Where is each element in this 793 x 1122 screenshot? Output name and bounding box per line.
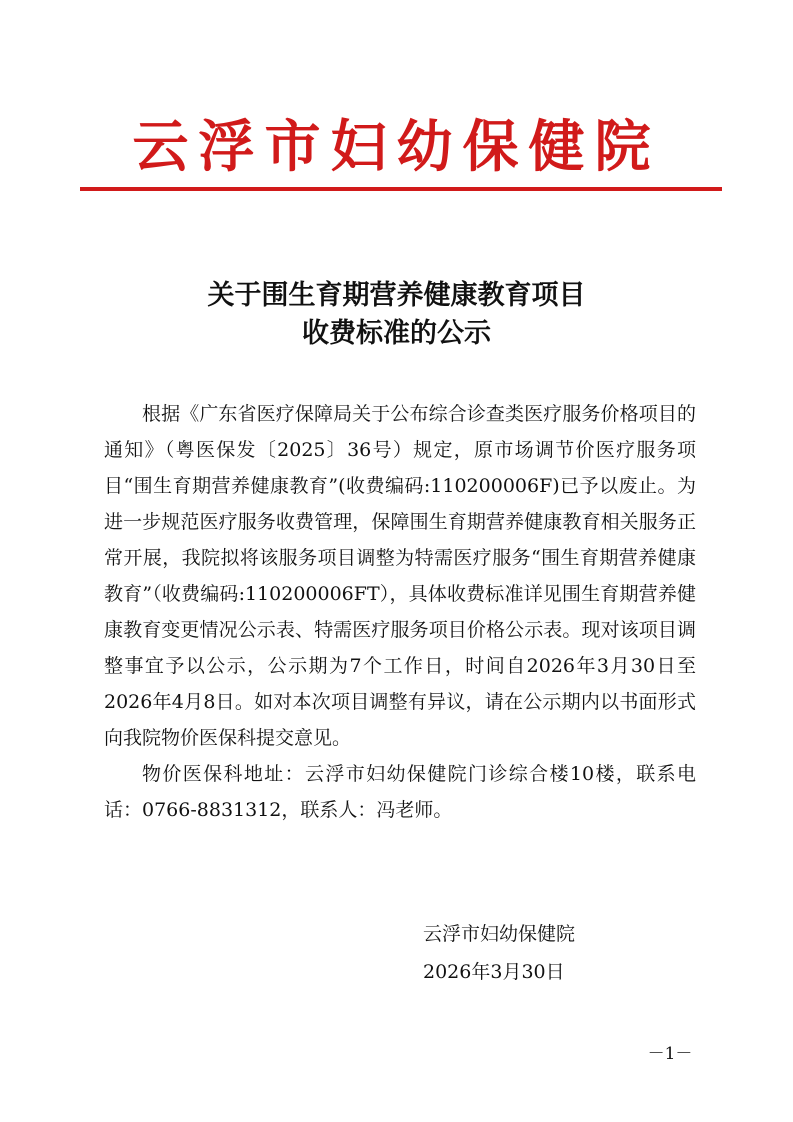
signature-org: 云浮市妇幼保健院 xyxy=(423,923,576,945)
page-number: －1－ xyxy=(647,1044,693,1064)
signature-block xyxy=(423,915,575,991)
body-paragraph-2: 物价医保科地址：云浮市妇幼保健院门诊综合楼10楼，联系电话：0766-8831312，联系人：冯老师。 xyxy=(104,763,696,821)
document-title-line-2: 收费标准的公示 xyxy=(302,318,491,349)
document-title-line-1: 关于围生育期营养健康教育项目 xyxy=(207,280,586,311)
signature-date: 2026年3月30日 xyxy=(423,961,565,983)
document-body xyxy=(104,396,696,828)
letterhead-org-name: 云浮市妇幼保健院 xyxy=(132,114,661,180)
letterhead-red-rule xyxy=(80,187,722,191)
body-paragraph-1: 根据《广东省医疗保障局关于公布综合诊查类医疗服务价格项目的通知》（粤医保发〔2025〕36号）规定，原市场调节价医疗服务项目“围生育期营养健康教育”(收费编码:110200006F)已予以废止。为进一步规范医疗服务收费管理，保障围生育期营养健康教育相关服务正常开展，我院拟将该服务项目调整为特需医疗服务“围生育期营养健康教育”（收费编码:110200006FT），具体收费标准详见围生育期营养健康教育变更情况公示表、特需医疗服务项目价格公示表。现对该项目调整事宜予以公示，公示期为7个工作日，时间自2026年3月30日至2026年4月8日。如对本次项目调整有异议，请在公示期内以书面形式向我院物价医保科提交意见。 xyxy=(104,403,696,749)
